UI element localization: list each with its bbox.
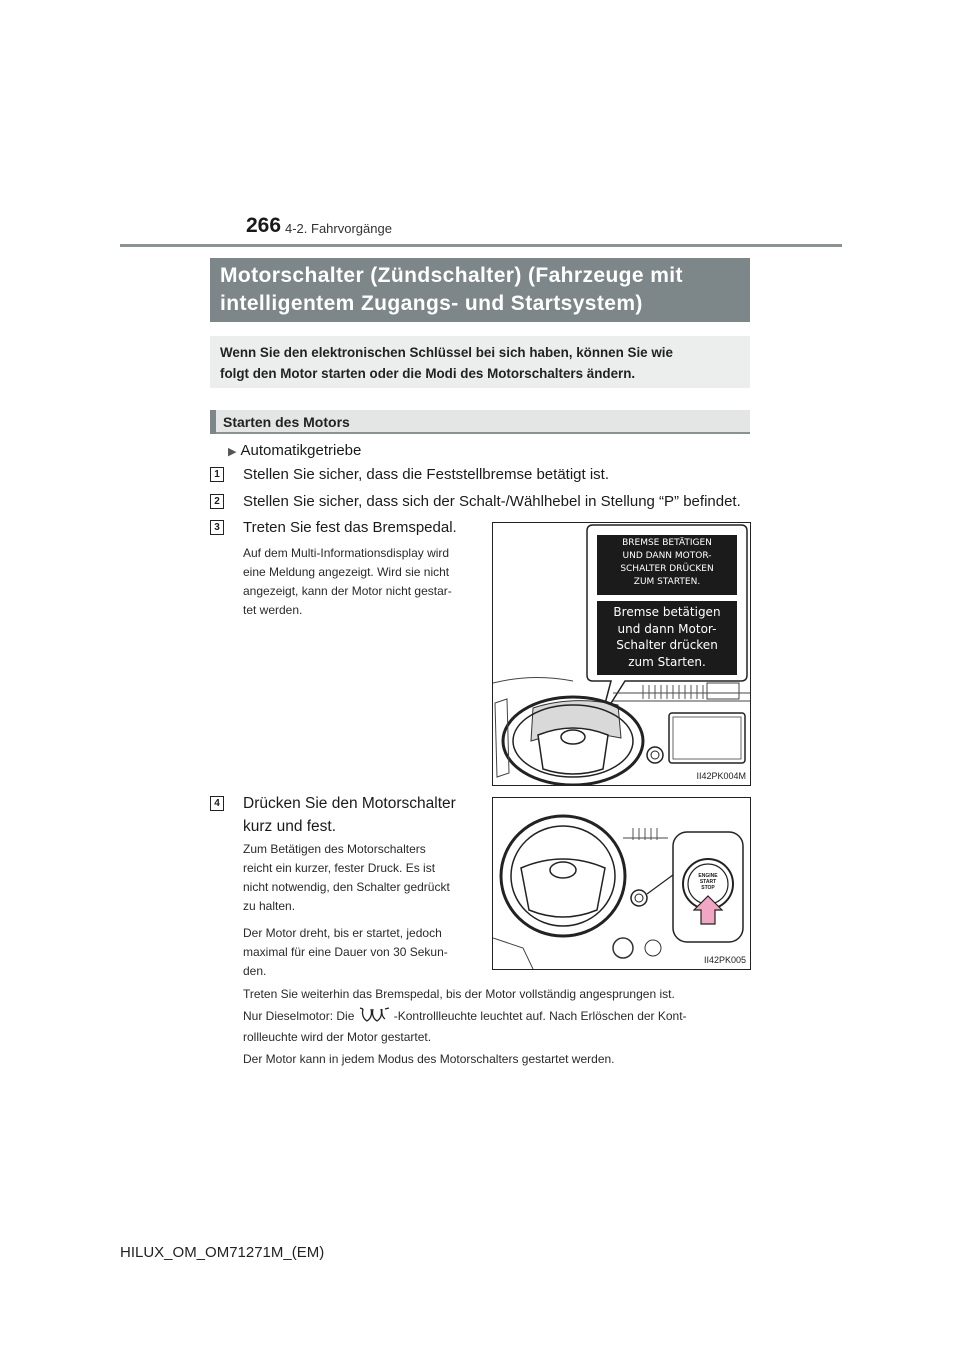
- step-number-4: 4: [210, 796, 224, 811]
- section-bar: [210, 410, 216, 434]
- step-number-1: 1: [210, 467, 224, 482]
- message-upper-line: SCHALTER DRÜCKEN: [620, 564, 714, 574]
- step-4-detail-line: nicht notwendig, den Schalter gedrückt: [243, 880, 450, 894]
- sub-heading-text: Automatikgetriebe: [240, 442, 362, 459]
- header-rule: [120, 244, 842, 247]
- message-lower: [597, 604, 737, 670]
- step-3-detail-line: angezeigt, kann der Motor nicht gestar-: [243, 584, 452, 598]
- button-text-line: ENGINE: [698, 873, 718, 879]
- step-3-text: Treten Sie fest das Bremspedal.: [243, 519, 457, 536]
- figure-cluster-message: [492, 522, 751, 786]
- step-4-text: [243, 792, 480, 838]
- intro-line-2: folgt den Motor starten oder die Modi des Motorschalters ändern.: [220, 366, 636, 381]
- intro-line-1: Wenn Sie den elektronischen Schlüssel bei sich haben, können Sie wie: [220, 345, 673, 360]
- step-3-detail-line: Auf dem Multi-Informationsdisplay wird: [243, 546, 450, 560]
- message-lower-line: Bremse betätigen: [613, 605, 721, 619]
- note-diesel-suffix: -Kontrollleuchte leuchtet auf. Nach Erlöschen der Kont-: [393, 1009, 687, 1023]
- title-line-1: Motorschalter (Zündschalter) (Fahrzeuge mit: [220, 264, 683, 287]
- note-diesel: [243, 1007, 687, 1026]
- breadcrumb: 4-2. Fahrvorgänge: [285, 221, 392, 236]
- step-4-detail-2: [243, 924, 480, 981]
- step-4-detail-line: maximal für eine Dauer von 30 Sekun-: [243, 945, 448, 959]
- message-lower-line: Schalter drücken: [616, 638, 718, 652]
- message-lower-line: und dann Motor-: [617, 621, 717, 636]
- step-4-detail-line: Der Motor dreht, bis er startet, jedoch: [243, 926, 442, 940]
- message-upper-line: BREMSE BETÄTIGEN: [622, 538, 712, 548]
- footer-doc-code: HILUX_OM_OM71271M_(EM): [120, 1244, 325, 1261]
- step-1-text: Stellen Sie sicher, dass die Feststellbremse betätigt ist.: [243, 466, 610, 483]
- note-diesel-cont: rollleuchte wird der Motor gestartet.: [243, 1030, 432, 1044]
- message-upper: [597, 537, 737, 589]
- note-brake: Treten Sie weiterhin das Bremspedal, bis der Motor vollständig angesprungen ist.: [243, 987, 675, 1001]
- step-3-detail-line: eine Meldung angezeigt. Wird sie nicht: [243, 565, 450, 579]
- step-2-text: Stellen Sie sicher, dass sich der Schalt-/Wählhebel in Stellung “P” befindet.: [243, 493, 741, 510]
- note-diesel-prefix: Nur Dieselmotor: Die: [243, 1009, 355, 1023]
- step-3-detail: [243, 544, 480, 620]
- section-title: Starten des Motors: [223, 414, 350, 430]
- step-number-3: 3: [210, 520, 224, 535]
- message-upper-line: ZUM STARTEN.: [633, 577, 701, 587]
- step-3-detail-line: tet werden.: [243, 603, 303, 617]
- message-lower-line: zum Starten.: [628, 654, 706, 669]
- figure-code: II42PK005: [703, 955, 746, 965]
- step-4-detail-line: den.: [243, 964, 267, 978]
- step-4-detail: [243, 840, 480, 916]
- button-text-line: STOP: [701, 885, 715, 891]
- intro-box: [210, 336, 750, 388]
- triangle-bullet-icon: ▶: [228, 446, 237, 458]
- step-4-detail-line: zu halten.: [243, 899, 296, 913]
- engine-start-stop-label: [693, 873, 723, 891]
- glow-plug-icon: [359, 1007, 393, 1023]
- figure-start-button: [492, 797, 751, 970]
- title-line-2: intelligentem Zugangs- und Startsystem): [220, 292, 643, 315]
- step-number-2: 2: [210, 494, 224, 509]
- button-text-line: START: [699, 879, 717, 885]
- step-4-detail-line: Zum Betätigen des Motorschalters: [243, 842, 426, 856]
- step-4-text-line: Drücken Sie den Motorschalter: [243, 795, 456, 812]
- page-number: 266: [246, 214, 282, 237]
- figure-code: II42PK004M: [696, 771, 746, 781]
- message-upper-line: UND DANN MOTOR-: [622, 551, 712, 561]
- step-4-text-line: kurz und fest.: [243, 818, 337, 835]
- section-header: [210, 410, 750, 434]
- page-title: [210, 258, 750, 322]
- step-4-detail-line: reicht ein kurzer, fester Druck. Es ist: [243, 861, 436, 875]
- sub-heading: [228, 442, 361, 459]
- note-modes: Der Motor kann in jedem Modus des Motorschalters gestartet werden.: [243, 1052, 615, 1066]
